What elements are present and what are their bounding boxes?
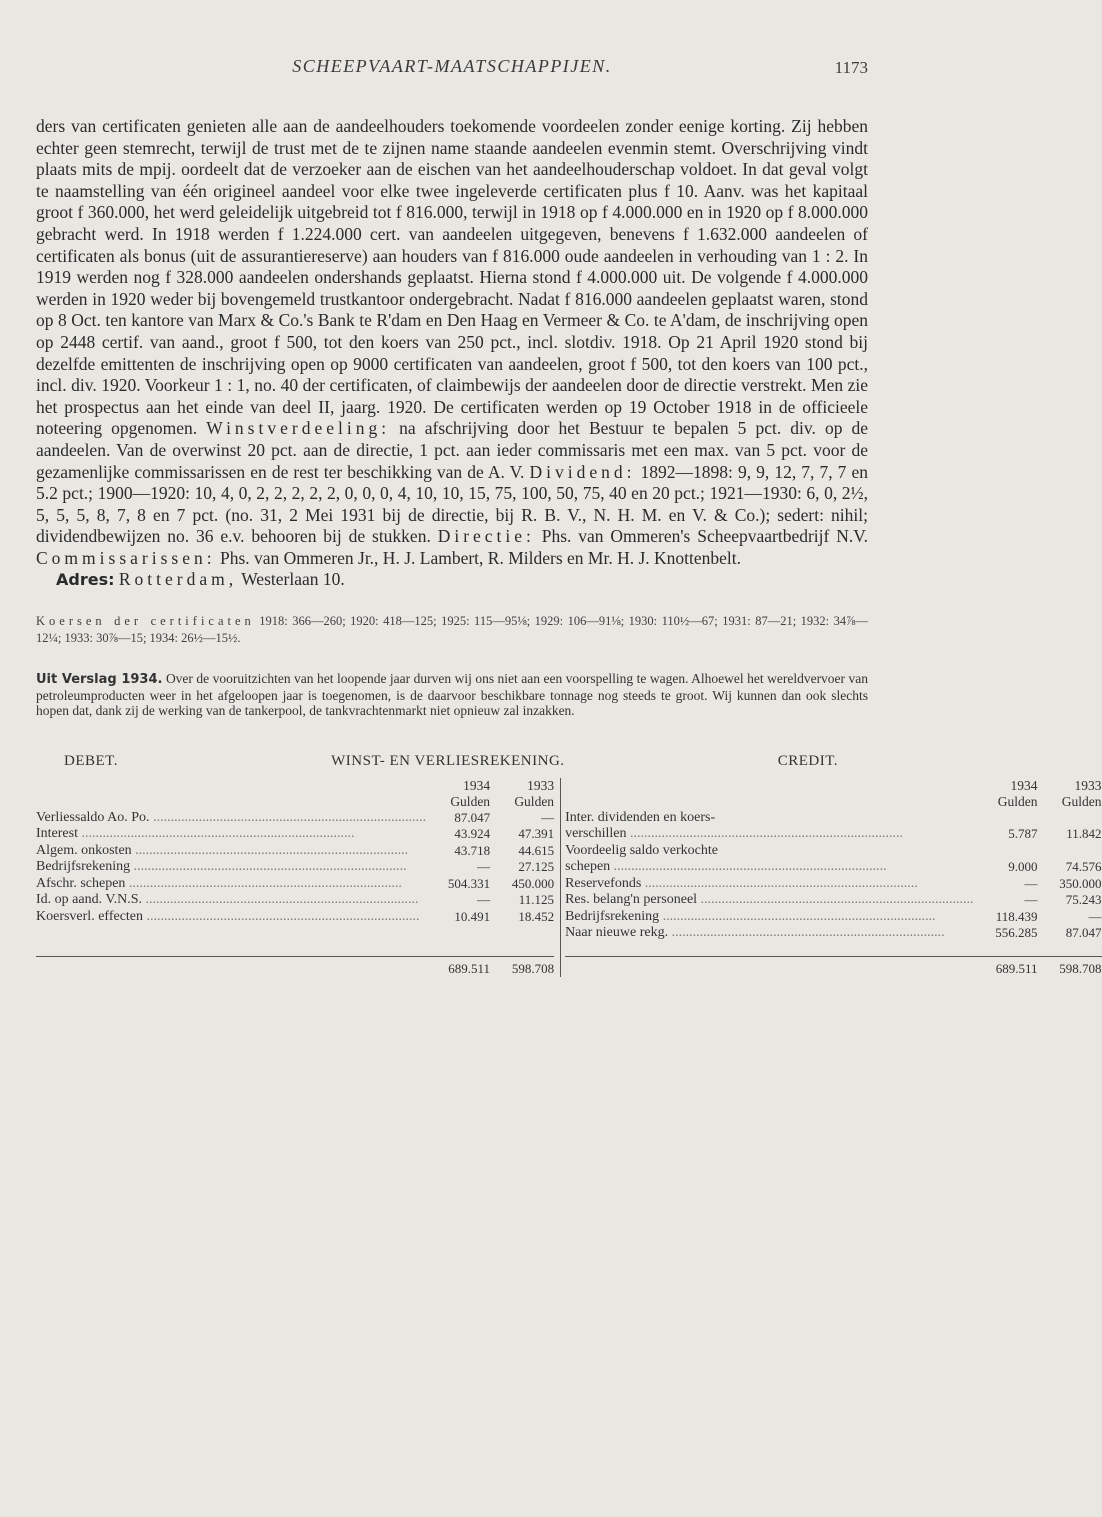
right-row-1934: — xyxy=(1024,875,1038,891)
left-row-1934: — xyxy=(477,892,491,908)
koersen-text: 1918: 366—260; 1920: 418—125; 1925: 115—95⅛; 1929: 106—91⅛; 1930: 110½—67; 1931: 87—21; 1932: 34⅞—12¼; 1933: 30⅞—15; 1934: 26½—15½. xyxy=(36,614,868,646)
credit-heading: CREDIT. xyxy=(777,752,838,769)
right-row-1934: — xyxy=(1024,892,1038,908)
koersen-label: Koersen der certificaten xyxy=(36,614,255,629)
table-heading xyxy=(36,753,868,770)
dividend-text: 1892—1898: 9, 9, 12, 7, 7, 7 en 5.2 pct.; 1900—1920: 10, 4, 0, 2, 2, 2, 2, 2, 0, 0, 0, 4, 10, 10, 15, 75, 100, 50, 75, 40 en 20 pct.; 1921—1930: 6, 0, 2½, 5, 5, 5, 8, 7, 8 en 7 pct. (no. 31, 2 Mei 1931 bij de directie, bij R. B. V., N. H. M. en V. & Co.); sedert: nihil; dividendbewijzen no. 36 e.v. behooren bij de stukken. xyxy=(36,461,869,547)
unit-left-b: Gulden xyxy=(514,793,555,809)
right-row-1934: 9.000 xyxy=(1008,859,1038,875)
right-row-1933: 11.842 xyxy=(1066,826,1102,842)
year-1934-right: 1934 xyxy=(1010,777,1038,793)
right-row-label: schepen ..... xyxy=(565,859,973,876)
dividend-label: Dividend: xyxy=(529,461,636,482)
winstverdeeling-label: Winstverdeeling: xyxy=(206,418,391,439)
unit-right-a: Gulden xyxy=(997,793,1038,809)
adres-city: Rotterdam, xyxy=(118,569,238,590)
profit-loss-table xyxy=(36,752,1102,978)
left-row xyxy=(36,826,554,843)
unit-header-right xyxy=(565,794,1101,810)
credit-total-1933: 598.708 xyxy=(1059,960,1102,976)
right-row-label: Voordeelig saldo verkochte xyxy=(565,842,718,858)
left-row-1934: 87.047 xyxy=(454,809,491,825)
left-row-1934: 43.924 xyxy=(454,826,491,842)
left-row xyxy=(36,876,554,893)
right-row-1934: 556.285 xyxy=(995,925,1038,941)
verslag-text: Over de vooruitzichten van het loopende jaar durven wij ons niet aan een voorspelling te wagen. Alhoewel het wereldvervoer van petroleumproducten weer in het afgeloopen jaar is toegenomen, is de daarvoor beschikbare tonnage nog steeds te groot. Wij kunnen dan ook slechts hopen dat, dank zij de werking van de tankerpool, de tankvrachtenmarkt niet opnieuw zal inzakken. xyxy=(36,671,869,719)
year-header-left xyxy=(36,778,554,794)
right-row xyxy=(565,859,1101,876)
right-row xyxy=(565,925,1101,942)
right-row xyxy=(565,843,1101,860)
debet-rows xyxy=(36,810,554,942)
page-number: 1173 xyxy=(834,58,868,77)
directie-label: Directie: xyxy=(437,526,535,547)
paragraph-certificates-text: ders van certificaten genieten alle aan de aandeelhouders toekomende voordeelen zonder eenige korting. Zij hebben echter geen stemrecht, terwijl de trust met de te zijnen name staande aandeelen evenmin stemt. Overschrijving vindt plaats mits de mpij. oordeelt dat de verzoeker aan de eischen van het aandeelhouderschap voldoet. In dat geval volgt te naamstelling van één origineel aandeel voor elke twee ingeleverde certificaten plus f 10. Aanv. was het kapitaal groot f 360.000, het werd geleidelijk uitgebreid tot f 816.000, terwijl in 1918 op f 4.000.000 en in 1920 op f 8.000.000 gebracht werd. In 1918 werden f 1.224.000 cert. van aandeelen uitgegeven, benevens f 1.632.000 aandeelen of certificaten als bonus (uit de assurantiereserve) aan houders van f 816.000 oude aandeelen in verhouding van 1 : 2. In 1919 werden nog f 328.000 aandeelen ondershands geplaatst. Hierna stond f 4.000.000 uit. De volgende f 4.000.000 werden in 1920 weder bij bovengemeld trustkantoor ondergebracht. Nadat f 816.000 aandeelen geplaatst waren, stond op 8 Oct. ten kantore van Marx & Co.'s Bank te R'dam en Den Haag en Vermeer & Co. te A'dam, de inschrijving open op 2448 certif. van aand., groot f 500, tot den koers van 250 pct., incl. slotdiv. 1918. Op 21 April 1920 stond bij dezelfde emittenten de inschrijving open op 9000 certificaten van aandeelen, groot f 500, tot den koers van 100 pct., incl. div. 1920. Voorkeur 1 : 1, no. 40 der certificaten, of claimbewijs der aandeelen door de directie verstrekt. Men zie het prospectus aan het einde van deel II, jaarg. 1920. De certificaten werden op 19 October 1918 in de officieele noteering opgenomen. xyxy=(36,116,868,439)
debet-side xyxy=(36,778,561,978)
year-header-right xyxy=(565,778,1101,794)
left-row xyxy=(36,843,554,860)
year-1933-left: 1933 xyxy=(527,777,555,793)
commissarissen-text: Phs. van Ommeren Jr., H. J. Lambert, R. Milders en Mr. H. J. Knottenbelt. xyxy=(219,547,742,568)
debet-total-1934: 689.511 xyxy=(448,960,491,976)
right-row-label: Bedrijfsrekening ..... xyxy=(565,909,973,926)
left-row xyxy=(36,810,554,827)
unit-right-b: Gulden xyxy=(1061,793,1102,809)
table-columns xyxy=(36,777,1102,978)
right-row-1933: 74.576 xyxy=(1065,859,1102,875)
right-row xyxy=(565,810,1101,827)
left-row-label: Interest ..... xyxy=(36,826,426,843)
left-row-label: Verliessaldo Ao. Po. ..... xyxy=(36,810,426,827)
left-row-label: Id. op aand. V.N.S. ..... xyxy=(36,892,426,909)
right-row-1933: — xyxy=(1088,908,1102,924)
unit-left-a: Gulden xyxy=(450,793,491,809)
right-row-label: Reservefonds ..... xyxy=(565,876,973,893)
left-row-1933: 18.452 xyxy=(518,908,555,924)
left-row-1934: 10.491 xyxy=(454,908,491,924)
left-row-1933: 27.125 xyxy=(518,859,555,875)
left-row-label: Bedrijfsrekening ..... xyxy=(36,859,426,876)
left-row xyxy=(36,892,554,909)
right-row-label: Res. belang'n personeel ..... xyxy=(565,892,973,909)
year-1933-right: 1933 xyxy=(1074,777,1102,793)
left-row-1933: 47.391 xyxy=(518,826,555,842)
debet-total-1933: 598.708 xyxy=(511,960,555,976)
adres-label: Adres: xyxy=(56,570,115,590)
running-title: SCHEEPVAART-MAATSCHAPPIJEN. xyxy=(292,56,612,76)
right-row-1934: 5.787 xyxy=(1008,826,1038,842)
credit-total-row xyxy=(565,961,1101,978)
credit-rows xyxy=(565,810,1101,942)
credit-side xyxy=(565,778,1101,978)
verslag-block xyxy=(36,671,868,719)
koersen-block xyxy=(36,613,868,647)
paragraph-certificates xyxy=(36,116,868,569)
commissarissen-label: Commissarissen: xyxy=(36,547,216,568)
right-row-1933: 87.047 xyxy=(1065,925,1102,941)
left-row-1933: 44.615 xyxy=(518,842,555,858)
debet-heading: DEBET. xyxy=(64,752,118,769)
right-row-label: Inter. dividenden en koers- xyxy=(565,809,716,825)
right-row-label: verschillen ..... xyxy=(565,826,973,843)
unit-header-left xyxy=(36,794,554,810)
directie-text: Phs. van Ommeren's Scheepvaartbedrijf N.V. xyxy=(541,526,868,547)
year-1934-left: 1934 xyxy=(463,777,491,793)
left-row-1933: — xyxy=(541,809,555,825)
debet-total-row xyxy=(36,961,554,978)
right-row-1933: 350.000 xyxy=(1059,875,1102,891)
left-row-1934: 504.331 xyxy=(447,875,491,891)
right-row-1934: 118.439 xyxy=(995,908,1038,924)
right-row xyxy=(565,826,1101,843)
address-line xyxy=(36,569,868,591)
right-row xyxy=(565,892,1101,909)
left-row-label: Algem. onkosten ..... xyxy=(36,843,426,860)
right-row xyxy=(565,876,1101,893)
left-row xyxy=(36,909,554,926)
right-row-label: Naar nieuwe rekg. ..... xyxy=(565,925,973,942)
left-row-label: Afschr. schepen ..... xyxy=(36,876,426,893)
left-row-label: Koersverl. effecten ..... xyxy=(36,909,426,926)
right-row-1933: 75.243 xyxy=(1065,892,1102,908)
adres-street: Westerlaan 10. xyxy=(241,569,345,590)
left-row-1933: 11.125 xyxy=(518,892,555,908)
left-row xyxy=(36,859,554,876)
right-row xyxy=(565,909,1101,926)
winstverdeeling-text: na afschrijving door het Bestuur te bepalen 5 pct. div. op de aandeelen. Van de overwinst 20 pct. aan de directie, 1 pct. aan ieder commissaris met een max. van 5 pct. voor de gezamenlijke commissarissen en de rest ter beschikking van de A. V. xyxy=(36,418,869,482)
main-text xyxy=(36,116,868,591)
spacer-row xyxy=(36,925,554,942)
credit-total-1934: 689.511 xyxy=(995,960,1038,976)
table-title: WINST- EN VERLIESREKENING. xyxy=(331,752,565,769)
left-row-1933: 450.000 xyxy=(511,875,555,891)
verslag-label: Uit Verslag 1934. xyxy=(36,672,163,688)
left-row-1934: — xyxy=(477,859,491,875)
debet-total xyxy=(36,956,554,978)
left-row-1934: 43.718 xyxy=(454,842,491,858)
page-header xyxy=(36,0,868,116)
credit-total xyxy=(565,956,1101,978)
